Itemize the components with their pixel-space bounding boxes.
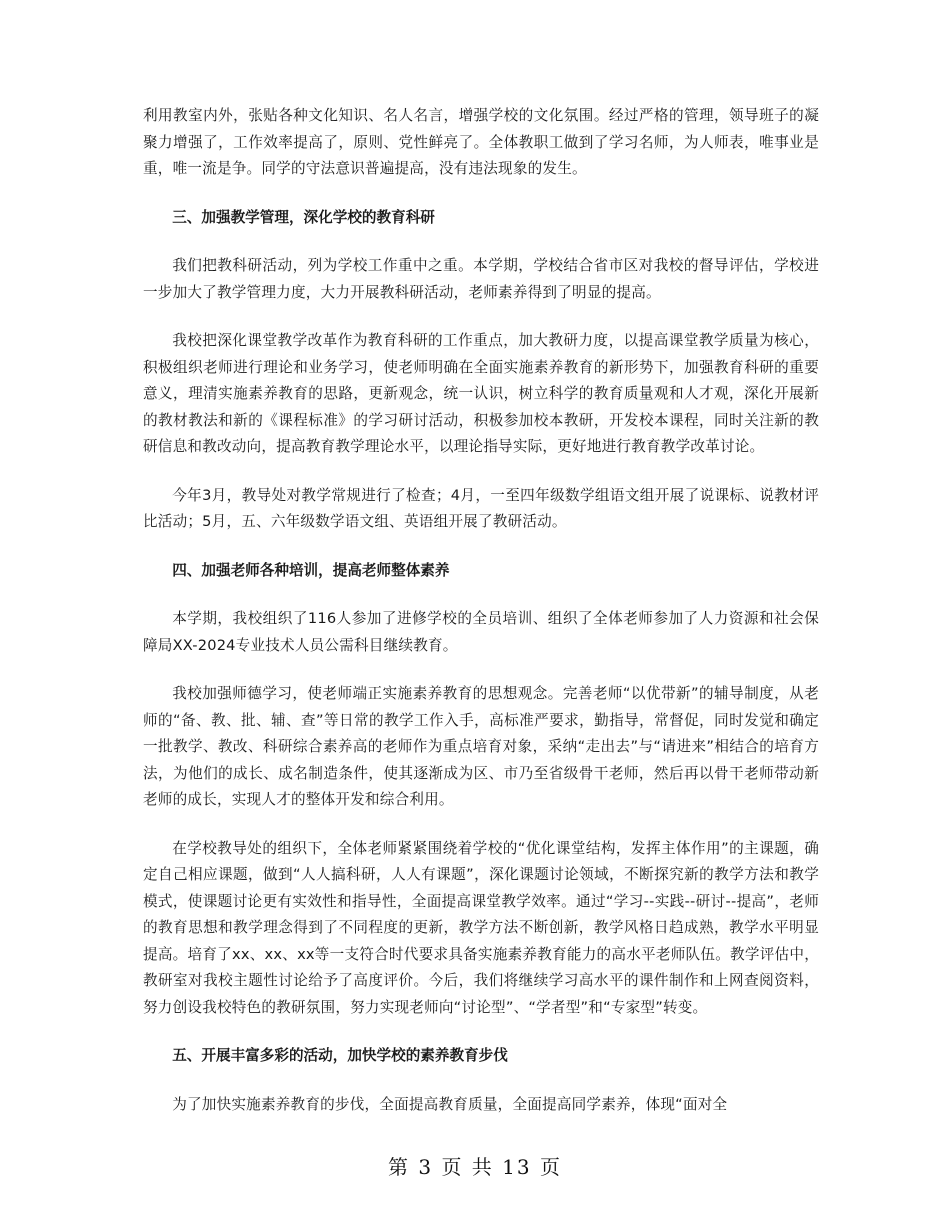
paragraph: 今年3月，教导处对教学常规进行了检查；4月，一至四年级数学组语文组开展了说课标、说教材评比活动；5月，五、六年级数学语文组、英语组开展了教研活动。 (143, 486, 819, 530)
section-heading-5: 五、开展丰富多彩的活动，加快学校的素养教育步伐 (172, 1047, 508, 1064)
document-body (143, 103, 819, 1140)
paragraph: 为了加快实施素养教育的步伐，全面提高教育质量，全面提高同学素养，体现“面对全 (172, 1095, 728, 1113)
section-heading-3: 三、加强教学管理，深化学校的教育科研 (172, 208, 435, 226)
paragraph: 在学校教导处的组织下，全体老师紧紧围绕着学校的“优化课堂结构，发挥主体作用”的主课题，确定自己相应课题，做到“人人搞科研，人人有课题”，深化课题讨论领域，不断探究新的教学方法和教学模式，使课题讨论更有实效性和指导性，全面提高课堂教学效率。通过“学习--实践--研讨--提高”，老师的教育思想和教学理念得到了不同程度的更新，教学方法不断创新，教学风格日趋成熟，教学水平明显提高。培育了xx、xx、xx等一支符合时代要求具备实施素养教育能力的高水平老师队伍。教学评估中，教研室对我校主题性讨论给予了高度评价。今后，我们将继续学习高水平的课件制作和上网查阅资料，努力创设我校特色的教研氛围，努力实现老师向“讨论型”、“学者型”和“专家型”转变。 (143, 839, 819, 1016)
section-heading-4: 四、加强老师各种培训，提高老师整体素养 (172, 561, 450, 579)
paragraph: 我们把教科研活动，列为学校工作重中之重。本学期，学校结合省市区对我校的督导评估，学校进一步加大了教学管理力度，大力开展教科研活动，老师素养得到了明显的提高。 (143, 257, 819, 301)
paragraph: 我校加强师德学习，使老师端正实施素养教育的思想观念。完善老师“以优带新”的辅导制度，从老师的“备、教、批、辅、查”等日常的教学工作入手，高标准严要求，勤指导，常督促，同时发觉和确定一批教学、教改、科研综合素养高的老师作为重点培育对象，采纳“走出去”与“请进来”相结合的培育方法，为他们的成长、成名制造条件，使其逐渐成为区、市乃至省级骨干老师，然后再以骨干老师带动新老师的成长，实现人才的整体开发和综合利用。 (143, 685, 819, 808)
paragraph-continuation: 利用教室内外，张贴各种文化知识、名人名言，增强学校的文化氛围。经过严格的管理，领导班子的凝聚力增强了，工作效率提高了，原则、党性鲜亮了。全体教职工做到了学习名师，为人师表，唯事业是重，唯一流是争。同学的守法意识普遍提高，没有违法现象的发生。 (143, 107, 819, 177)
page-number-footer: 第 3 页 共 13 页 (388, 1155, 562, 1179)
paragraph: 本学期，我校组织了116人参加了进修学校的全员培训、组织了全体老师参加了人力资源和社会保障局XX-2024专业技术人员公需科目继续教育。 (143, 610, 819, 654)
paragraph: 我校把深化课堂教学改革作为教育科研的工作重点，加大教研力度，以提高课堂教学质量为核心，积极组织老师进行理论和业务学习，使老师明确在全面实施素养教育的新形势下，加强教育科研的重要意义，理清实施素养教育的思路，更新观念，统一认识，树立科学的教育质量观和人才观，深化开展新的教材教法和新的《课程标准》的学习研讨活动，积极参加校本教研，开发校本课程，同时关注新的教研信息和教改动向，提高教育教学理论水平，以理论指导实际，更好地进行教育教学改革讨论。 (143, 332, 819, 455)
